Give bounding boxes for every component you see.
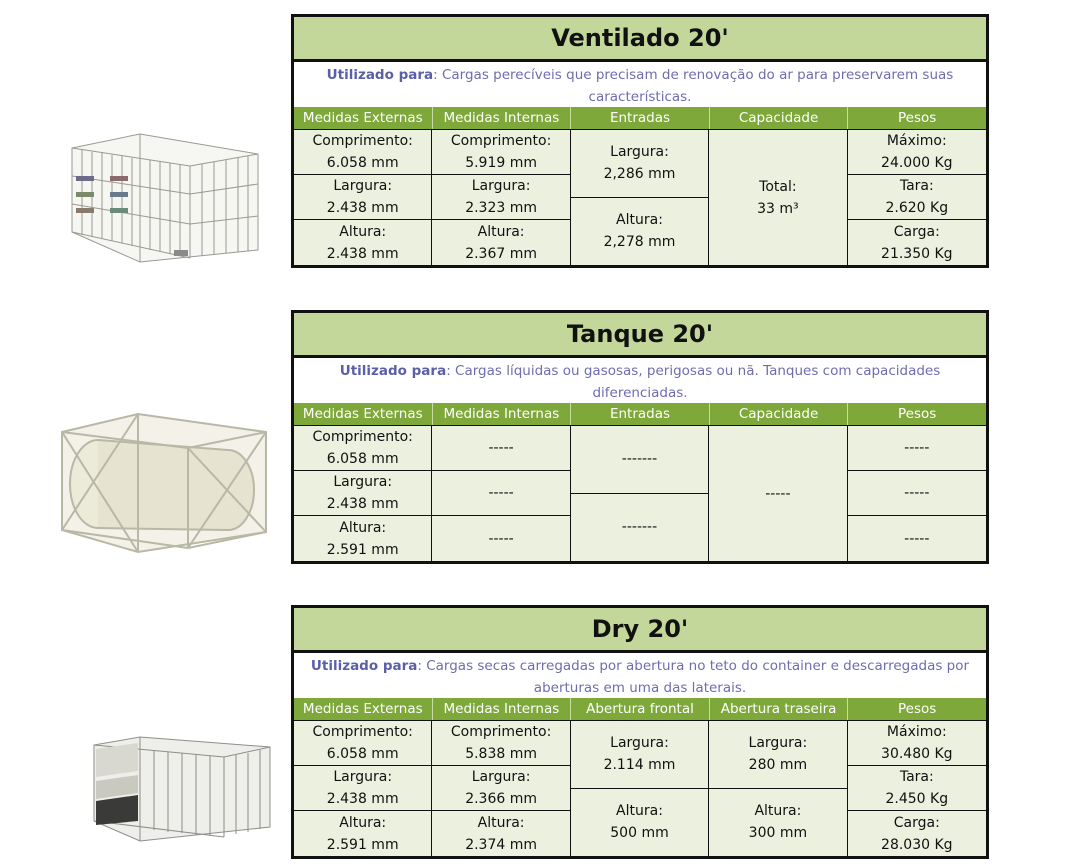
weight-tare-cell [848, 766, 986, 811]
rear-opening-height-cell [709, 789, 847, 857]
entry-height-cell [571, 494, 709, 562]
cell-value: 2.438 mm [326, 245, 399, 262]
cell-value: 280 mm [748, 757, 808, 774]
cell-value: 2.366 mm [465, 791, 537, 807]
description-lead: Utilizado para [310, 658, 418, 674]
header-entradas: Entradas [571, 403, 710, 425]
cell-value: 5.838 mm [465, 746, 537, 762]
external-height-cell [294, 516, 432, 561]
table-header [291, 403, 989, 425]
header-medidas-externas: Medidas Externas [294, 107, 433, 129]
cell-label: Altura: [616, 803, 663, 820]
cell-label: Máximo: [886, 724, 947, 740]
cell-label: ------- [621, 451, 658, 468]
cell-label: ----- [904, 530, 930, 547]
section-title: Dry 20' [291, 605, 989, 653]
header-abertura-frontal: Abertura frontal [571, 698, 710, 720]
table-header [291, 698, 989, 720]
ventilated-container-image [62, 132, 268, 266]
weight-tare-cell [848, 175, 986, 220]
internal-height-cell [432, 220, 570, 265]
external-length-cell [294, 130, 432, 175]
table-header [291, 107, 989, 129]
cell-label: Largura: [333, 178, 393, 194]
capacity-cell [709, 426, 847, 561]
weight-cargo-cell [848, 811, 986, 856]
internal-width-cell [432, 766, 570, 811]
cell-value: 30.480 Kg [881, 746, 953, 762]
cell-label: Altura: [754, 803, 802, 820]
cell-label: ------- [621, 519, 658, 536]
description-text: : Cargas líquidas ou gasosas, perigosas ou nã. Tanques com capacidades diferenciadas. [446, 363, 941, 401]
cell-label: Altura: [477, 814, 525, 831]
cell-label: Comprimento: [450, 133, 552, 149]
internal-height-cell [432, 811, 570, 856]
cell-value: 33 m³ [757, 200, 799, 217]
cell-label: Total: [759, 178, 797, 195]
cell-label: Altura: [616, 212, 663, 229]
cell-label: Largura: [471, 178, 531, 194]
cell-value: 2.591 mm [326, 541, 399, 558]
cell-value: 2.438 mm [326, 496, 399, 512]
cell-value: 2.114 mm [603, 757, 676, 774]
cell-label: Altura: [339, 519, 387, 536]
cell-value: 24.000 Kg [881, 155, 953, 171]
cell-value: 2.374 mm [465, 836, 537, 853]
header-entradas: Entradas [571, 107, 710, 129]
external-length-cell [294, 721, 432, 766]
cell-label: ----- [765, 485, 791, 502]
external-width-cell [294, 175, 432, 220]
weight-max-cell [848, 130, 986, 175]
internal-width-cell [432, 175, 570, 220]
specs-table [291, 129, 989, 268]
cell-label: ----- [488, 440, 514, 456]
dry-section [291, 605, 989, 859]
header-medidas-internas: Medidas Internas [433, 107, 572, 129]
cell-label: Largura: [610, 144, 669, 161]
cell-label: Largura: [471, 769, 531, 785]
cell-value: 2.438 mm [326, 200, 399, 216]
weight-cargo-cell [848, 220, 986, 265]
description-text: : Cargas perecíveis que precisam de renovação do ar para preservarem suas características. [433, 67, 954, 105]
cell-label: Largura: [748, 735, 808, 752]
tanque-section [291, 310, 989, 564]
cell-value: 300 mm [748, 825, 808, 842]
external-width-cell [294, 471, 432, 516]
cell-value: 2.367 mm [465, 245, 537, 262]
header-capacidade: Capacidade [710, 403, 849, 425]
cell-value: 5.919 mm [465, 155, 537, 171]
cell-label: Altura: [339, 223, 387, 240]
cell-label: ----- [488, 530, 514, 547]
section-title: Tanque 20' [291, 310, 989, 358]
internal-length-cell [432, 426, 570, 471]
specs-table [291, 425, 989, 564]
cell-label: Altura: [477, 223, 525, 240]
cell-label: Carga: [893, 814, 940, 831]
cell-label: ----- [904, 485, 930, 501]
description-lead: Utilizado para [339, 363, 447, 379]
cell-label: Largura: [610, 735, 669, 752]
description-lead: Utilizado para [326, 67, 434, 83]
cell-value: 6.058 mm [326, 746, 399, 762]
cell-label: Carga: [893, 223, 940, 240]
internal-length-cell [432, 721, 570, 766]
cell-value: ----- [488, 485, 514, 501]
tank-container-image [58, 412, 270, 554]
external-length-cell [294, 426, 432, 471]
cell-value: 500 mm [610, 825, 669, 842]
header-medidas-externas: Medidas Externas [294, 403, 433, 425]
section-description [291, 358, 989, 403]
header-pesos: Pesos [898, 110, 937, 126]
cell-label: Comprimento: [450, 724, 552, 740]
section-title: Ventilado 20' [291, 14, 989, 62]
rear-opening-width-cell [709, 721, 847, 789]
cell-value: 6.058 mm [326, 451, 399, 467]
cell-label: Comprimento: [312, 724, 413, 740]
cell-value: 2.323 mm [465, 200, 537, 216]
external-height-cell [294, 220, 432, 265]
cell-label: Comprimento: [312, 429, 413, 445]
cell-label: ----- [904, 440, 930, 456]
cell-value: 28.030 Kg [881, 836, 953, 853]
weight-tare-cell [848, 471, 986, 516]
entry-width-cell [571, 130, 709, 198]
front-opening-width-cell [571, 721, 709, 789]
cell-value: 6.058 mm [326, 155, 399, 171]
header-pesos: Pesos [898, 406, 937, 422]
weight-max-cell [848, 721, 986, 766]
external-height-cell [294, 811, 432, 856]
cell-label: Tara: [899, 178, 934, 194]
cell-label: Largura: [333, 474, 393, 490]
cell-label: Comprimento: [312, 133, 413, 149]
description-text: : Cargas secas carregadas por abertura no teto do container e descarregadas por aberturas em uma das laterais. [417, 658, 970, 696]
specs-table [291, 720, 989, 859]
weight-max-cell [848, 426, 986, 471]
cell-value: 2,278 mm [603, 234, 676, 251]
entry-width-cell [571, 426, 709, 494]
cell-value: 21.350 Kg [881, 245, 953, 262]
header-medidas-internas: Medidas Internas [433, 403, 572, 425]
cell-value: 2,286 mm [603, 166, 676, 183]
weight-cargo-cell [848, 516, 986, 561]
cell-label: Altura: [339, 814, 387, 831]
section-description [291, 62, 989, 107]
external-width-cell [294, 766, 432, 811]
header-medidas-externas: Medidas Externas [294, 698, 433, 720]
cell-value: 2.450 Kg [885, 791, 949, 807]
front-opening-height-cell [571, 789, 709, 857]
cell-value: 2.438 mm [326, 791, 399, 807]
cell-label: Tara: [899, 769, 934, 785]
cell-label: Máximo: [886, 133, 947, 149]
internal-width-cell [432, 471, 570, 516]
capacity-cell [709, 130, 847, 265]
dry-container-image [92, 735, 272, 843]
ventilado-section [291, 14, 989, 268]
header-abertura-traseira: Abertura traseira [710, 698, 849, 720]
cell-value: 2.591 mm [326, 836, 399, 853]
entry-height-cell [571, 198, 709, 266]
header-pesos: Pesos [898, 701, 937, 717]
header-capacidade: Capacidade [710, 107, 849, 129]
internal-length-cell [432, 130, 570, 175]
section-description [291, 653, 989, 698]
internal-height-cell [432, 516, 570, 561]
cell-value: 2.620 Kg [885, 200, 949, 216]
cell-label: Largura: [333, 769, 393, 785]
header-medidas-internas: Medidas Internas [433, 698, 572, 720]
